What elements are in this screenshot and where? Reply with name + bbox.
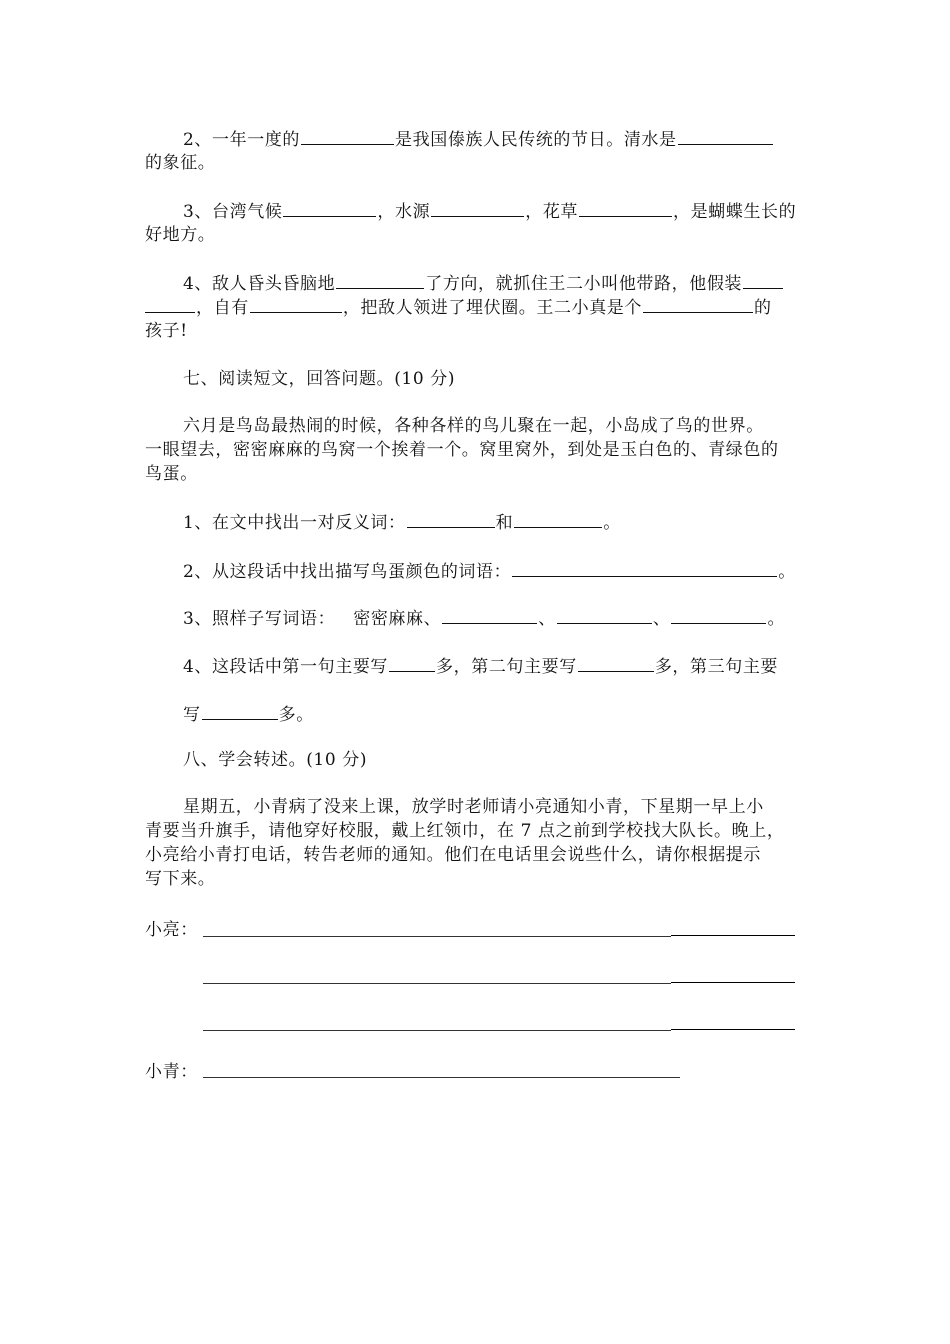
speaker-xiaoqing-label: 小青： [145,1062,198,1082]
s7-q1-blank-1[interactable] [407,510,495,528]
xiaoliang-answer-line-1[interactable] [203,936,671,937]
s7-q4-blank-2[interactable] [578,654,654,672]
s7-passage-line1: 六月是鸟岛最热闹的时候，各种各样的鸟儿聚在一起，小岛成了鸟的世界。 [183,416,764,436]
s6-q3-text-a: 3、台湾气候 [183,202,283,222]
s6-q2-text-a: 2、一年一度的 [183,130,301,150]
s6-q3-blank-3[interactable] [579,199,672,217]
s7-q4-text-b: 多，第二句主要写 [436,657,577,677]
s7-heading: 七、阅读短文，回答问题。(10 分) [183,369,456,389]
s6-q2-blank-2[interactable] [678,127,773,145]
s7-q4-text-d: 写 [183,705,201,725]
s6-q3-text-b: ，水源 [377,202,431,222]
s6-q4-blank-2b[interactable] [145,295,195,313]
s7-q1-text-b: 和 [495,513,514,533]
s8-passage-line4: 写下来。 [145,869,216,889]
s6-q2-line2: 的象征。 [145,153,216,173]
s7-passage-line3: 鸟蛋。 [145,464,198,484]
s7-q4-text-c: 多，第三句主要 [654,657,779,677]
s7-q4-line2 [183,702,314,727]
s6-q2-line1 [183,127,774,152]
s7-q3-blank-2[interactable] [557,606,652,624]
xiaoliang-answer-line-3[interactable] [203,1030,671,1031]
s6-q4-line3: 孩子! [145,321,188,341]
s7-q2 [183,559,796,584]
s8-passage-line2: 青要当升旗手，请他穿好校服，戴上红领巾，在 7 点之前到学校找大队长。晚上， [145,821,785,841]
s7-q1-blank-2[interactable] [514,510,602,528]
s7-q3-sep-1: 、 [538,609,556,629]
speaker-xiaoliang-label: 小亮： [145,920,198,940]
s6-q3-blank-2[interactable] [431,199,524,217]
s7-q4-text-e: 多。 [278,705,314,725]
s6-q4-text-b: 了方向，就抓住王二小叫他带路，他假装 [425,274,743,294]
s7-q3-sep-2: 、 [652,609,671,629]
xiaoliang-answer-line-3-ext[interactable] [671,1029,795,1030]
s8-passage-line1: 星期五，小青病了没来上课，放学时老师请小亮通知小青，下星期一早上小 [183,797,764,817]
xiaoliang-answer-line-1-ext[interactable] [671,935,795,936]
xiaoliang-answer-line-2[interactable] [203,983,671,984]
s6-q4-blank-4[interactable] [643,295,753,313]
s6-q2-blank-1[interactable] [301,127,394,145]
s7-q3 [183,606,785,631]
s6-q4-line2 [145,295,772,320]
s7-q4-blank-3[interactable] [202,702,278,720]
s7-passage-line2: 一眼望去，密密麻麻的鸟窝一个挨着一个。窝里窝外，到处是玉白色的、青绿色的 [145,440,779,460]
s6-q4-text-a: 4、敌人昏头昏脑地 [183,274,336,294]
s6-q4-text-e: 的 [754,298,772,318]
s7-q3-blank-3[interactable] [671,606,766,624]
xiaoliang-answer-line-2-ext[interactable] [671,982,795,983]
s6-q4-text-c: ，自有 [196,298,249,318]
s6-q4-line1 [183,271,784,296]
s7-q2-text-b: 。 [778,562,796,582]
xiaoqing-answer-line[interactable] [203,1077,680,1078]
s6-q2-text-b: 是我国傣族人民传统的节日。清水是 [395,130,677,150]
s6-q4-blank-2a[interactable] [743,271,783,289]
s8-heading: 八、学会转述。(10 分) [183,750,368,770]
s7-q3-text-a: 3、照样子写词语： [183,609,336,629]
s7-q4-blank-1[interactable] [389,654,435,672]
s6-q3-blank-1[interactable] [283,199,376,217]
s7-q1 [183,510,621,535]
s6-q3-text-d: ，是蝴蝶生长的 [673,202,797,222]
s6-q4-text-d: ，把敌人领进了埋伏圈。王二小真是个 [342,298,643,318]
s7-q2-text-a: 2、从这段话中找出描写鸟蛋颜色的词语： [183,562,512,582]
s7-q1-text-a: 1、在文中找出一对反义词： [183,513,406,533]
s7-q3-blank-1[interactable] [442,606,537,624]
s7-q3-end: 。 [767,609,786,629]
s8-passage-line3: 小亮给小青打电话，转告老师的通知。他们在电话里会说些什么，请你根据提示 [145,845,761,865]
s7-q3-example: 密密麻麻、 [353,609,442,629]
s7-q1-text-c: 。 [603,513,621,533]
s6-q4-blank-3[interactable] [250,295,342,313]
s7-q4-text-a: 4、这段话中第一句主要写 [183,657,389,677]
s6-q4-blank-1[interactable] [336,271,424,289]
s6-q3-line2: 好地方。 [145,225,216,245]
s6-q3-line1 [183,199,796,224]
s7-q2-blank[interactable] [512,559,777,577]
s6-q3-text-c: ，花草 [525,202,579,222]
s7-q4-line1 [183,654,778,679]
